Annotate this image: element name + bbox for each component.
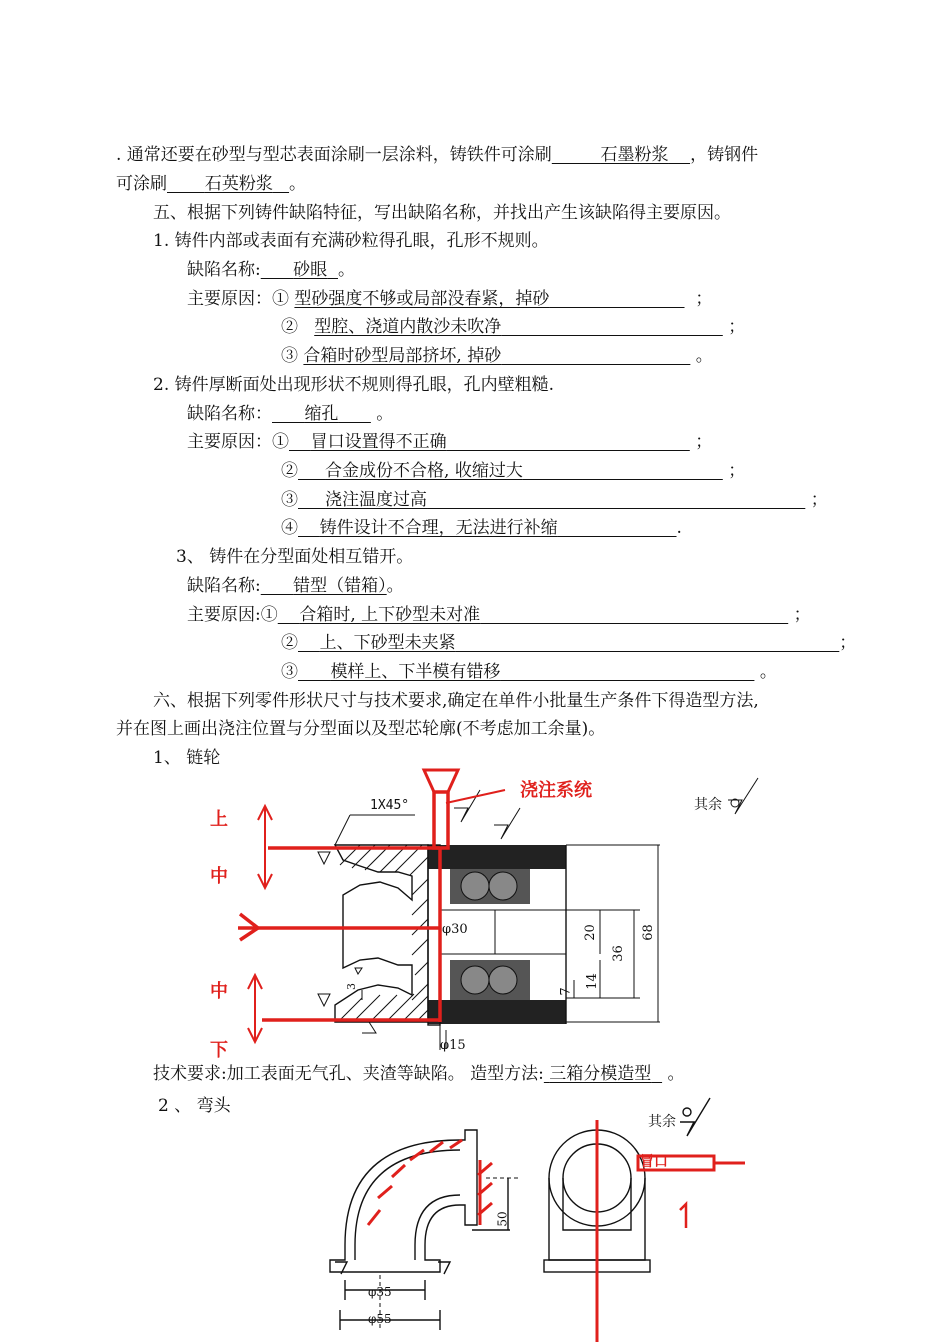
chamfer-label: 1X45° bbox=[370, 798, 410, 813]
section-6-title-2: 并在图上画出浇注位置与分型面以及型芯轮廓(不考虑加工余量)。 bbox=[116, 719, 606, 739]
q1-title: 1. 铸件内部或表面有充满砂粒得孔眼，孔形不规则。 bbox=[153, 231, 549, 251]
text: . 通常还要在砂型与型芯表面涂刷一层涂料，铸铁件可涂刷 bbox=[116, 145, 552, 165]
q3-cause-1: 主要原因:① 合箱时, 上下砂型未对准 ； bbox=[187, 605, 811, 625]
q3-cause-3: ③ 模样上、下半模有错移 。 bbox=[281, 662, 777, 682]
dim-3: 3 bbox=[345, 983, 358, 990]
q2-cause-1: 主要原因：① 冒口设置得不正确 ； bbox=[187, 432, 713, 452]
q1-cause-3: ③ 合箱时砂型局部挤坏, 掉砂 。 bbox=[281, 346, 713, 366]
label-down: 下 bbox=[210, 1040, 228, 1061]
dim-20: 20 bbox=[582, 924, 598, 941]
q2-defect: 缺陷名称： 缩孔 。 bbox=[187, 404, 394, 424]
text: 可涂刷 bbox=[116, 174, 167, 194]
answer: 石英粉浆 bbox=[204, 174, 273, 194]
dim-d55: φ55 bbox=[368, 1312, 392, 1326]
q2-cause-3: ③ 浇注温度过高 ； bbox=[281, 490, 828, 510]
dim-d15: φ15 bbox=[440, 1038, 466, 1053]
tech-req: 技术要求:加工表面无气孔、夹渣等缺陷。 造型方法: 三箱分模造型 。 bbox=[153, 1064, 685, 1084]
q1-cause-1: 主要原因：① 型砂强度不够或局部没春紧，掉砂 ； bbox=[187, 289, 713, 309]
section-5-title: 五、根据下列铸件缺陷特征，写出缺陷名称，并找出产生该缺陷得主要原因。 bbox=[153, 203, 731, 223]
q2-cause-2: ② 合金成份不合格, 收缩过大 ； bbox=[281, 461, 746, 481]
q3-cause-2: ② 上、下砂型未夹紧 ； bbox=[281, 633, 857, 653]
dim-68: 68 bbox=[640, 924, 656, 941]
text: ，铸钢件 bbox=[690, 145, 759, 165]
q2-title: 2. 铸件厚断面处出现形状不规则得孔眼，孔内壁粗糙. bbox=[153, 375, 555, 395]
dim-50: 50 bbox=[495, 1211, 510, 1227]
rest-label-2: 其余 bbox=[648, 1114, 676, 1130]
section-6-title: 六、根据下列零件形状尺寸与技术要求,确定在单件小批量生产条件下得造型方法, bbox=[153, 691, 759, 711]
label-mid-2: 中 bbox=[210, 981, 228, 1002]
q2-cause-4: ④ 铸件设计不合理，无法进行补缩 . bbox=[281, 518, 682, 538]
dim-d30: φ30 bbox=[442, 922, 468, 937]
dim-7: 7 bbox=[558, 987, 574, 996]
dim-36: 36 bbox=[610, 945, 626, 962]
fig1-title: 1、 链轮 bbox=[153, 748, 221, 768]
q1-defect: 缺陷名称: 砂眼 。 bbox=[187, 260, 355, 280]
q1-cause-2: ② 型腔、浇道内散沙未吹净 ； bbox=[281, 317, 746, 337]
pouring-system-label: 浇注系统 bbox=[520, 780, 592, 801]
text: 。 bbox=[289, 174, 307, 194]
label-mid-1: 中 bbox=[210, 866, 228, 887]
rest-label: 其余 bbox=[694, 797, 722, 813]
dim-d35: φ35 bbox=[368, 1285, 392, 1299]
riser-label: 冒口 bbox=[640, 1154, 668, 1170]
q3-defect: 缺陷名称: 错型（错箱）。 bbox=[187, 576, 404, 596]
q3-title: 3、 铸件在分型面处相互错开。 bbox=[176, 547, 414, 567]
dim-14: 14 bbox=[584, 973, 600, 990]
answer: 石墨粉浆 bbox=[600, 145, 669, 165]
label-up: 上 bbox=[210, 809, 228, 830]
fig2-title: 2 、 弯头 bbox=[158, 1096, 231, 1116]
